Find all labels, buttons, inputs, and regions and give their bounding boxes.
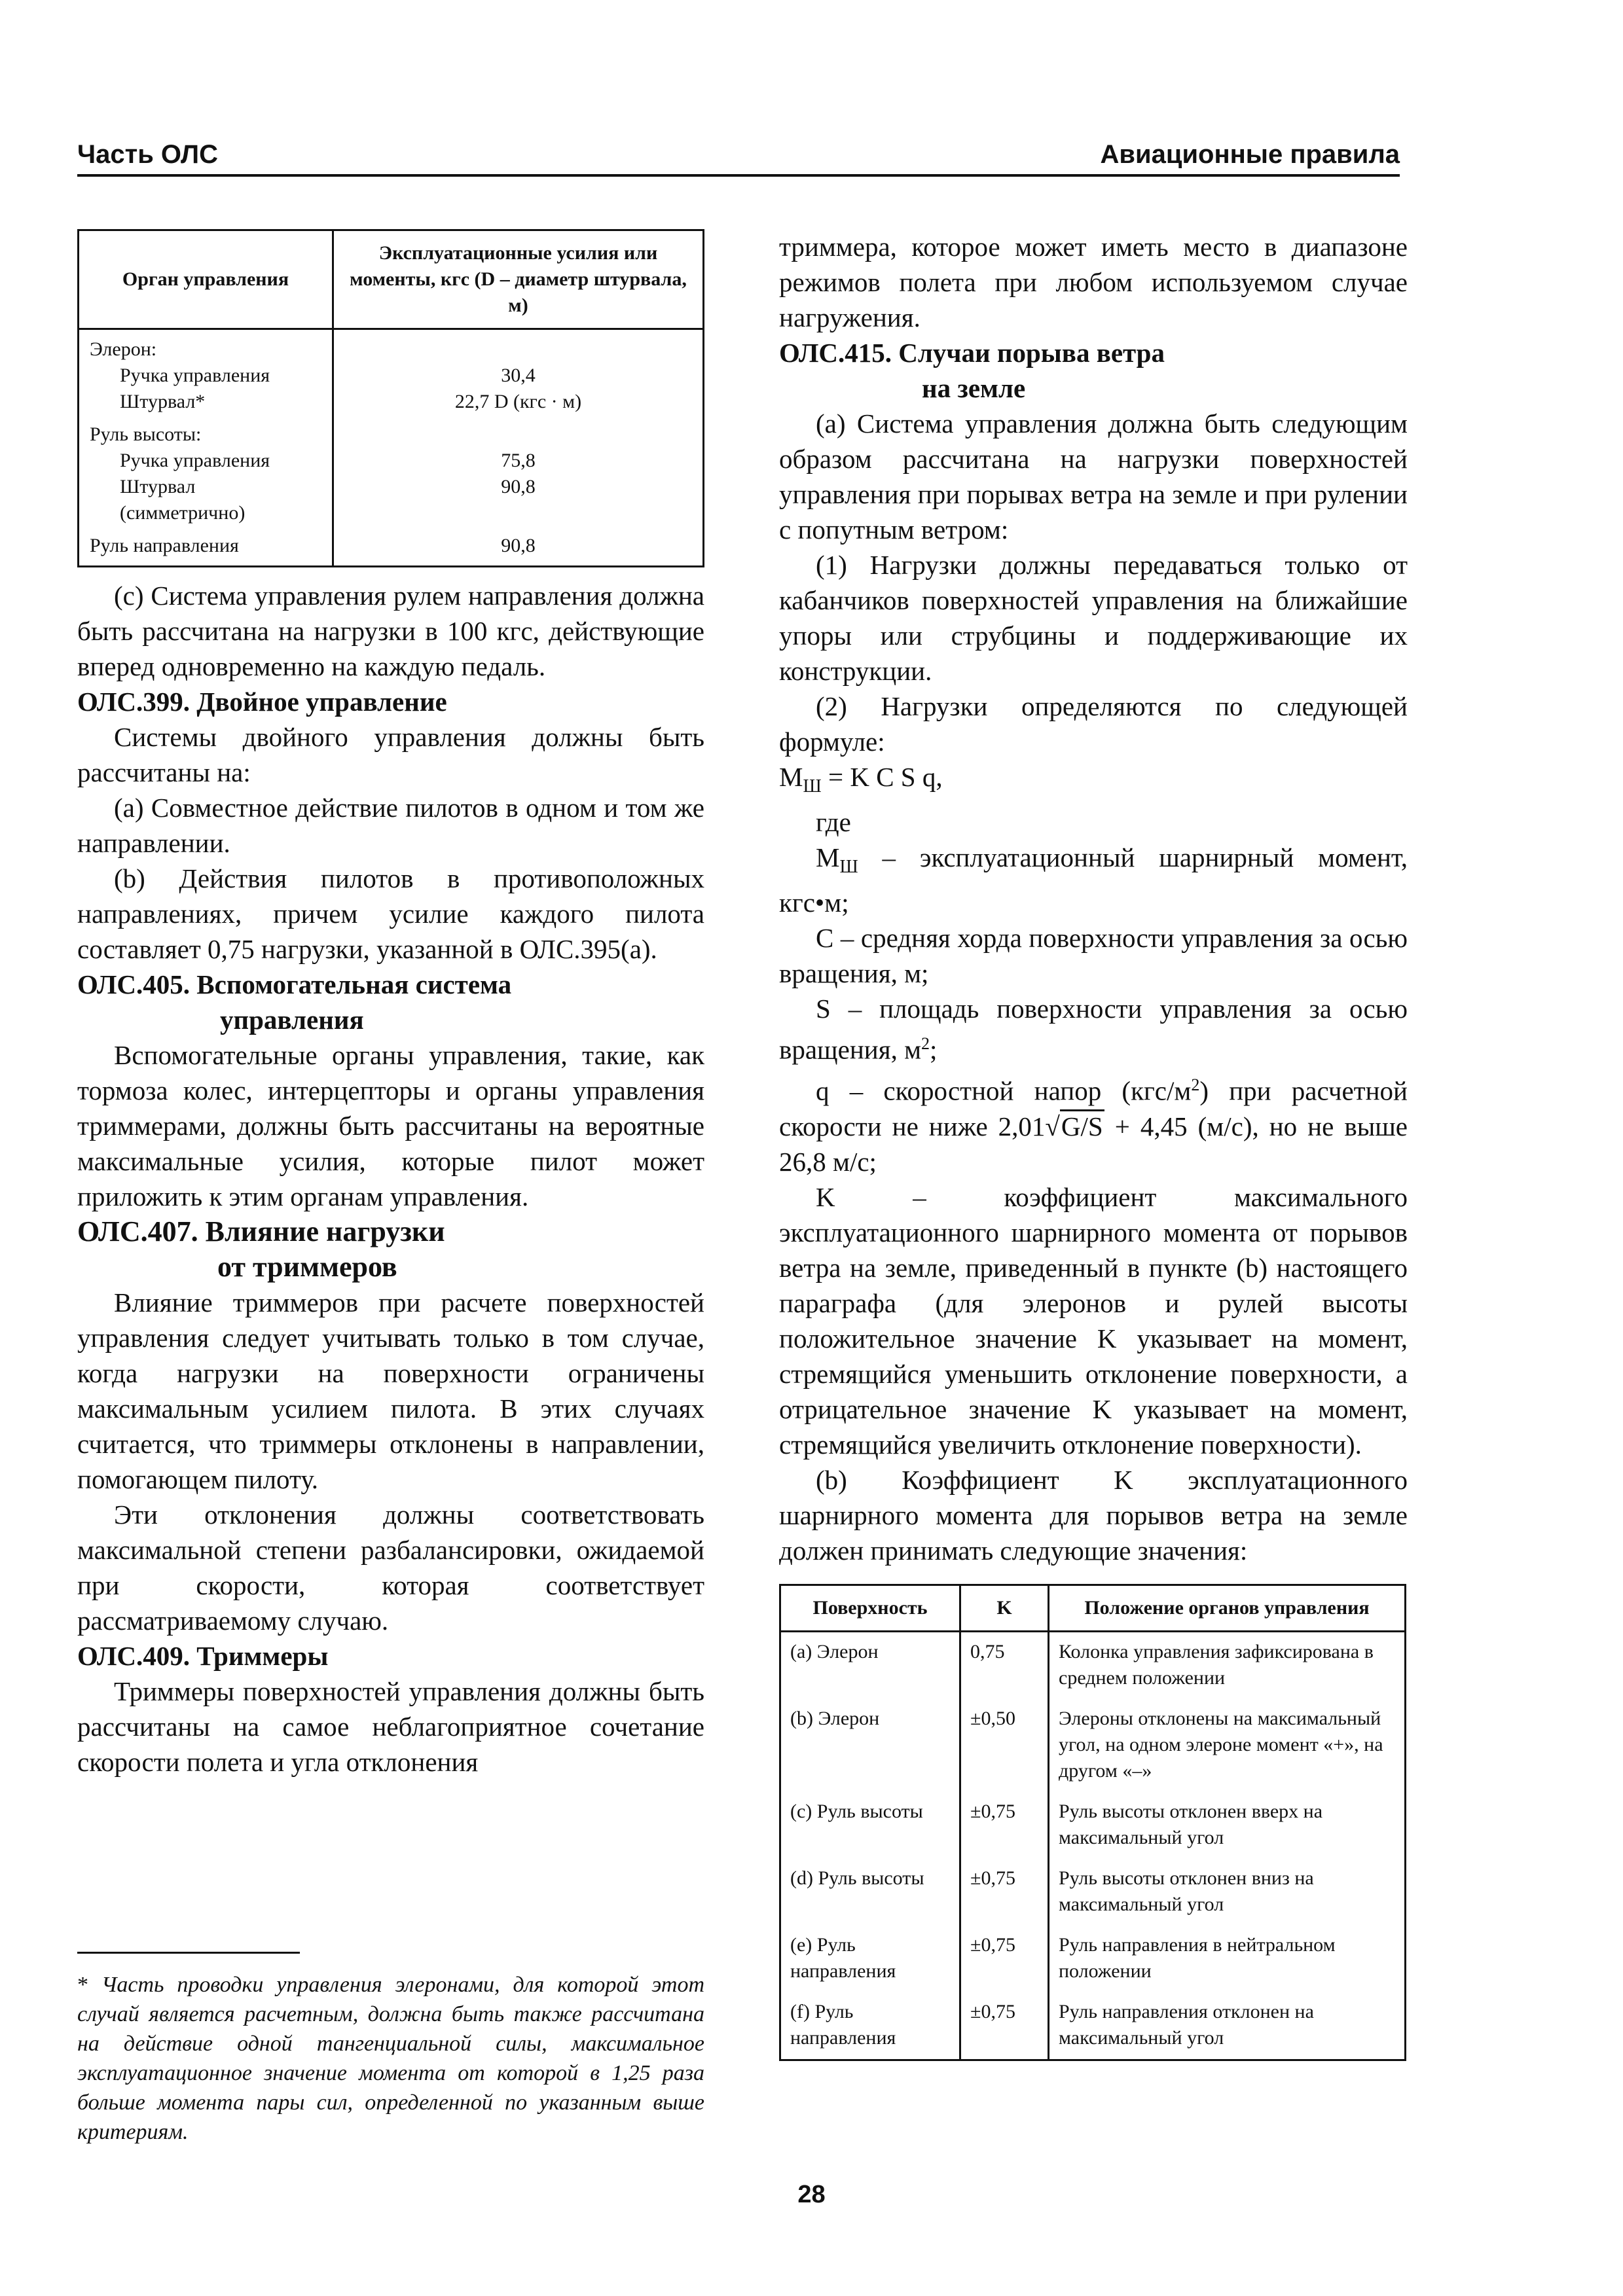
definition-m: $M_Ш$ – эксплуатационный шарнирный момент, кгс•м;	[779, 842, 1408, 918]
footnote-rule	[77, 1952, 300, 1954]
t1-wheel-2: Штурвал (симметрично)	[120, 476, 246, 524]
t1-value: 22,7 D (кгс · м)	[454, 391, 582, 412]
paragraph: Влияние триммеров при расчете поверхностей управления следует учитывать только в том случае, когда нагрузки на поверхности ограничены максимальным усилием пилота. В этих случаях считается, что триммеры отклонены в направлении, помогающем пилоту.	[77, 1287, 704, 1494]
control-forces-table	[77, 229, 704, 567]
t1-cell-names	[79, 329, 333, 567]
t2-header-k: K	[960, 1585, 1049, 1631]
paragraph: (c) Система управления рулем направления должна быть рассчитана на нагрузки в 100 кгс, действующие вперед одновременно на каждую педаль.	[77, 581, 704, 681]
where-label: где	[816, 807, 851, 838]
right-column	[779, 229, 1408, 2061]
paragraph: (a) Совместное действие пилотов в одном и том же направлении.	[77, 793, 704, 858]
section-heading: ОЛС.409. Триммеры	[77, 1641, 329, 1671]
table-row: (d) Руль высоты ±0,75 Руль высоты отклонен вниз на максимальный угол	[780, 1859, 1406, 1926]
t1-aileron: Элерон:	[90, 338, 157, 360]
t1-value: 30,4	[501, 365, 536, 386]
table-row: (f) Руль направления ±0,75 Руль направления отклонен на максимальный угол	[780, 1992, 1406, 2060]
hinge-moment-formula: $M_Ш = K$ C S q,	[779, 762, 943, 797]
t1-cell-values	[333, 329, 704, 567]
header-part: Часть ОЛС	[77, 140, 218, 169]
t2-header-surface: Поверхность	[780, 1585, 960, 1631]
section-heading: ОЛС.415. Случаи порыва ветра на земле	[779, 338, 1165, 403]
table-row: (a) Элерон 0,75 Колонка управления зафиксирована в среднем положении	[780, 1631, 1406, 1699]
definition-k: K – коэффициент максимального эксплуатационного шарнирного момента от порывов ветра на земле, приведенный в пункте (b) настоящего параграфа (для элеронов и рулей высоты положительное значение K указывает на момент, стремящийся уменьшить отклонение поверхности, а отрицательное значение K указывает на момент, стремящийся увеличить отклонение поверхности).	[779, 1181, 1408, 1460]
paragraph: триммера, которое может иметь место в диапазоне режимов полета при любом используемом случае нагружения.	[779, 232, 1408, 332]
paragraph: (1) Нагрузки должны передаваться только от кабанчиков поверхностей управления на ближайшие упоры или струбцины и поддерживающие их конструкции.	[779, 550, 1408, 686]
t1-value: 75,8	[501, 450, 536, 471]
header-title: Авиационные правила	[1100, 140, 1400, 169]
definition-q: q – скоростной напор $(кгс/м^2)$ при расчетной скорости не ниже 2,01√G/S + 4,45 (м/с), но не выше 26,8 м/с;	[779, 1075, 1408, 1177]
t2-header-position: Положение органов управления	[1049, 1585, 1406, 1631]
table-row: (b) Элерон ±0,50 Элероны отклонены на максимальный угол, на одном элероне момент «+», на другом «–»	[780, 1699, 1406, 1792]
paragraph: Триммеры поверхностей управления должны быть рассчитаны на самое неблагоприятное сочетание скорости полета и угла отклонения	[77, 1676, 704, 1777]
footnote: * Часть проводки управления элеронами, для которой этот случай является расчетным, должна быть также рассчитана на действие одной тангенциальной силы, максимальное эксплуатационное значение момента от которой в 1,25 раза больше момента пары сил, определенной по указанным выше критериям.	[77, 1973, 704, 2144]
t1-header-forces: Эксплуатационные усилия или моменты, кгс (D – диаметр штурвала, м)	[333, 230, 704, 329]
t1-header-control: Орган управления	[79, 230, 333, 329]
paragraph: Системы двойного управления должны быть рассчитаны на:	[77, 722, 704, 787]
paragraph: (b) Коэффициент K эксплуатационного шарнирного момента для порывов ветра на земле должен принимать следующие значения:	[779, 1464, 1408, 1566]
t1-value: 90,8	[501, 535, 536, 556]
page-number: 28	[797, 2181, 826, 2208]
t1-stick-2: Ручка управления	[120, 450, 270, 471]
paragraph: Вспомогательные органы управления, такие, как тормоза колес, интерцепторы и органы управления триммерами, должны быть рассчитаны на вероятные максимальные усилия, которые пилот может приложить к этим органам управления.	[77, 1040, 704, 1211]
table-row: (c) Руль высоты ±0,75 Руль высоты отклонен вверх на максимальный угол	[780, 1792, 1406, 1859]
t1-wheel: Штурвал*	[120, 391, 206, 412]
t1-value: 90,8	[501, 476, 536, 497]
table-row: (e) Руль направления ±0,75 Руль направления в нейтральном положении	[780, 1926, 1406, 1992]
section-heading: ОЛС.407. Влияние нагрузки от триммеров	[77, 1215, 445, 1283]
t1-stick: Ручка управления	[120, 365, 270, 386]
gust-coefficient-table	[779, 1584, 1406, 2061]
left-column	[77, 229, 704, 1780]
definition-s: S – площадь поверхности управления за осью вращения, $м^2$;	[779, 994, 1408, 1066]
paragraph: Эти отклонения должны соответствовать максимальной степени разбалансировки, ожидаемой при скорости, которая соответствует рассматриваемому случаю.	[77, 1499, 704, 1636]
t1-rudder: Руль направления	[90, 535, 239, 556]
section-heading: ОЛС.405. Вспомогательная система управления	[77, 969, 512, 1035]
section-heading: ОЛС.399. Двойное управление	[77, 687, 447, 717]
paragraph: (b) Действия пилотов в противоположных направлениях, причем усилие каждого пилота составляет 0,75 нагрузки, указанной в ОЛС.395(a).	[77, 863, 704, 964]
definition-c: C – средняя хорда поверхности управления за осью вращения, м;	[779, 923, 1408, 989]
paragraph: (a) Система управления должна быть следующим образом рассчитана на нагрузки поверхностей управления при порывах ветра на земле и при рулении с попутным ветром:	[779, 408, 1408, 545]
running-header	[77, 137, 1400, 177]
t1-elevator: Руль высоты:	[90, 423, 202, 445]
paragraph: (2) Нагрузки определяются по следующей формуле:	[779, 691, 1408, 757]
